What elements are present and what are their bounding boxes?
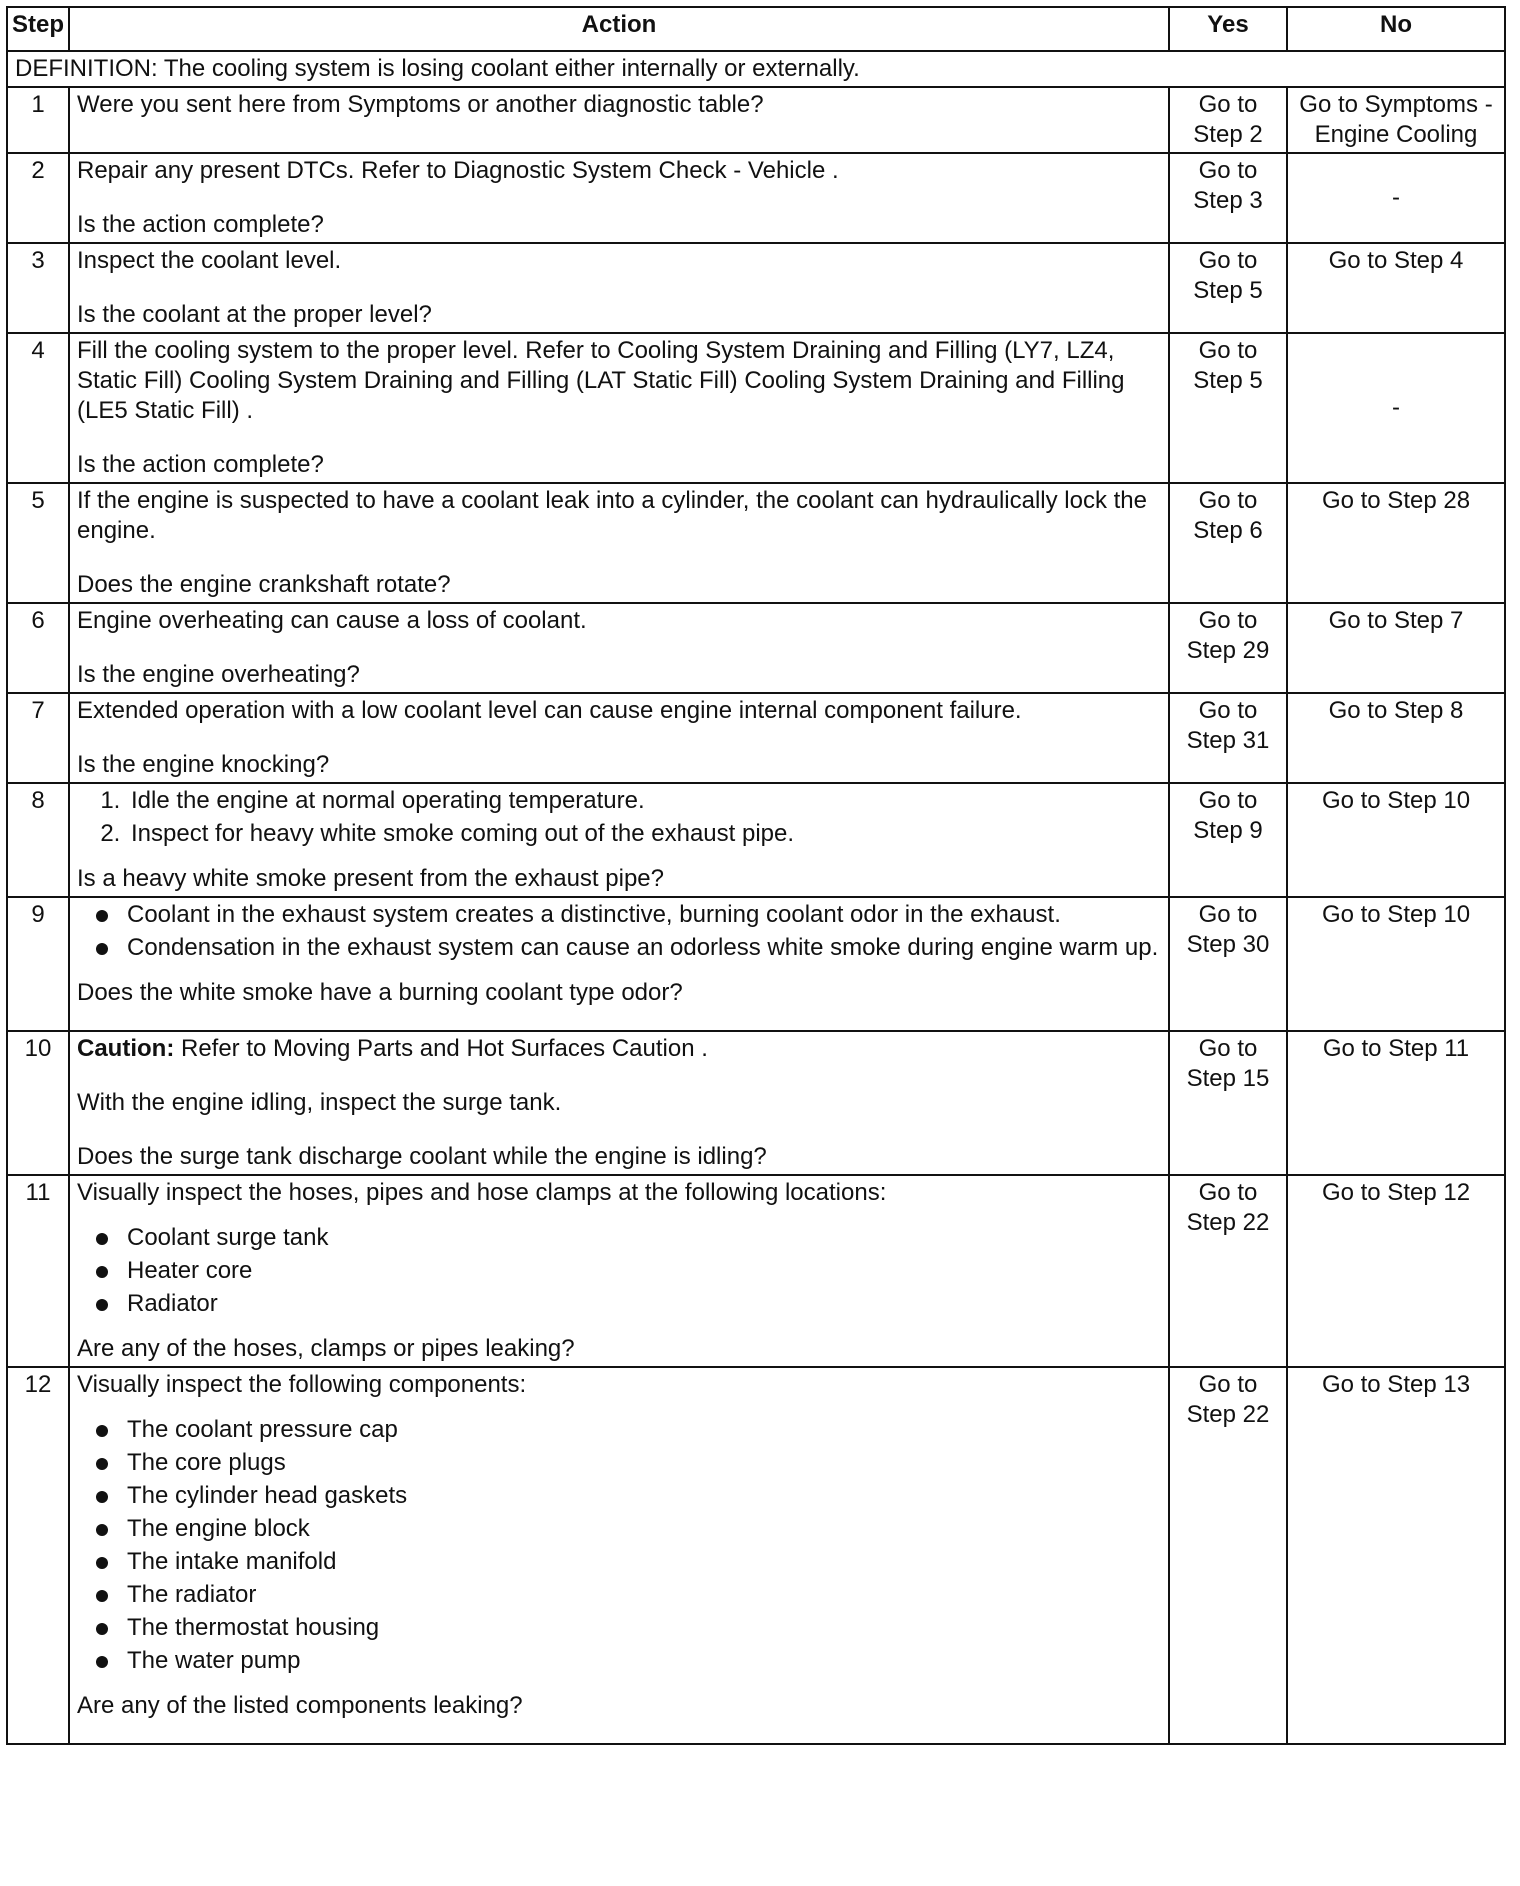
question-text: Does the engine crankshaft rotate? xyxy=(77,571,451,598)
yes-cell: Go to Step 31 xyxy=(1169,693,1287,783)
list-item: Coolant surge tank xyxy=(127,1223,1161,1253)
table-row xyxy=(7,153,1505,243)
table-row xyxy=(7,87,1505,153)
no-cell: Go to Step 10 xyxy=(1287,897,1505,1031)
action-text: With the engine idling, inspect the surge tank. xyxy=(77,1089,562,1116)
list-item: 1. Idle the engine at normal operating temperature. xyxy=(127,786,1161,816)
step-number: 10 xyxy=(7,1031,69,1175)
question-text: Is the coolant at the proper level? xyxy=(77,301,432,328)
yes-cell: Go to Step 30 xyxy=(1169,897,1287,1031)
step-number: 4 xyxy=(7,333,69,483)
action-cell xyxy=(69,1367,1169,1744)
yes-cell: Go to Step 29 xyxy=(1169,603,1287,693)
no-cell: Go to Step 4 xyxy=(1287,243,1505,333)
table-row xyxy=(7,243,1505,333)
question-text: Are any of the hoses, clamps or pipes leaking? xyxy=(77,1335,575,1362)
question-text: Is the engine knocking? xyxy=(77,751,330,778)
action-cell xyxy=(69,693,1169,783)
step-number: 7 xyxy=(7,693,69,783)
list-item: The engine block xyxy=(127,1514,1161,1544)
step-number: 6 xyxy=(7,603,69,693)
list-item: The coolant pressure cap xyxy=(127,1415,1161,1445)
yes-cell: Go to Step 9 xyxy=(1169,783,1287,897)
question-text: Does the white smoke have a burning coolant type odor? xyxy=(77,979,683,1006)
action-text: Inspect the coolant level. xyxy=(77,247,342,274)
step-number: 1 xyxy=(7,87,69,153)
yes-cell: Go to Step 15 xyxy=(1169,1031,1287,1175)
list-item: Radiator xyxy=(127,1289,1161,1319)
question-text: Is the action complete? xyxy=(77,451,324,478)
no-cell: Go to Step 13 xyxy=(1287,1367,1505,1744)
list-item: Coolant in the exhaust system creates a distinctive, burning coolant odor in the exhaust. xyxy=(127,900,1161,930)
action-text: Extended operation with a low coolant level can cause engine internal component failure. xyxy=(77,697,1022,724)
action-cell xyxy=(69,1031,1169,1175)
step-number: 2 xyxy=(7,153,69,243)
table-row xyxy=(7,1031,1505,1175)
diagnostic-table xyxy=(6,6,1506,1745)
step-number: 5 xyxy=(7,483,69,603)
list-item: 2. Inspect for heavy white smoke coming out of the exhaust pipe. xyxy=(127,819,1161,849)
numbered-list xyxy=(77,786,1161,849)
list-item: Heater core xyxy=(127,1256,1161,1286)
no-cell: Go to Step 11 xyxy=(1287,1031,1505,1175)
action-text: Fill the cooling system to the proper level. Refer to Cooling System Draining and Filling (LY7, LZ4, Static Fill) Cooling System Draining and Filling (LAT Static Fill) Cooling System Draining and Filling (LE5 Static Fill) . xyxy=(77,337,1125,424)
list-item: The core plugs xyxy=(127,1448,1161,1478)
action-cell xyxy=(69,87,1169,153)
bullet-list xyxy=(77,1415,1161,1676)
table-row xyxy=(7,333,1505,483)
action-cell xyxy=(69,783,1169,897)
yes-cell: Go to Step 6 xyxy=(1169,483,1287,603)
action-text: Engine overheating can cause a loss of coolant. xyxy=(77,607,587,634)
action-cell xyxy=(69,243,1169,333)
table-row xyxy=(7,483,1505,603)
action-cell xyxy=(69,1175,1169,1367)
no-cell: Go to Symptoms - Engine Cooling xyxy=(1287,87,1505,153)
header-action: Action xyxy=(69,7,1169,51)
yes-cell: Go to Step 3 xyxy=(1169,153,1287,243)
header-yes: Yes xyxy=(1169,7,1287,51)
table-row xyxy=(7,897,1505,1031)
no-cell: Go to Step 10 xyxy=(1287,783,1505,897)
list-item: The intake manifold xyxy=(127,1547,1161,1577)
step-number: 11 xyxy=(7,1175,69,1367)
question-text: Are any of the listed components leaking? xyxy=(77,1692,523,1719)
yes-cell: Go to Step 22 xyxy=(1169,1175,1287,1367)
caution-label: Caution: xyxy=(77,1035,175,1062)
no-cell: Go to Step 12 xyxy=(1287,1175,1505,1367)
yes-cell: Go to Step 5 xyxy=(1169,243,1287,333)
action-text: Visually inspect the following components: xyxy=(77,1371,527,1398)
no-cell: Go to Step 7 xyxy=(1287,603,1505,693)
question-text: Were you sent here from Symptoms or another diagnostic table? xyxy=(77,91,764,118)
table-row xyxy=(7,693,1505,783)
question-text: Is the action complete? xyxy=(77,211,324,238)
table-row xyxy=(7,1367,1505,1744)
no-cell: Go to Step 8 xyxy=(1287,693,1505,783)
table-row xyxy=(7,1175,1505,1367)
table-row xyxy=(7,603,1505,693)
no-cell: Go to Step 28 xyxy=(1287,483,1505,603)
no-cell: - xyxy=(1287,333,1505,483)
no-cell: - xyxy=(1287,153,1505,243)
action-text: Visually inspect the hoses, pipes and hose clamps at the following locations: xyxy=(77,1179,887,1206)
list-item: The thermostat housing xyxy=(127,1613,1161,1643)
question-text: Is a heavy white smoke present from the exhaust pipe? xyxy=(77,865,664,892)
bullet-list xyxy=(77,1223,1161,1319)
action-cell xyxy=(69,897,1169,1031)
step-number: 9 xyxy=(7,897,69,1031)
step-number: 3 xyxy=(7,243,69,333)
caution-text: Refer to Moving Parts and Hot Surfaces Caution . xyxy=(174,1035,708,1062)
action-text: Repair any present DTCs. Refer to Diagnostic System Check - Vehicle . xyxy=(77,157,839,184)
question-text: Is the engine overheating? xyxy=(77,661,360,688)
definition-row xyxy=(7,51,1505,87)
yes-cell: Go to Step 5 xyxy=(1169,333,1287,483)
diagnostic-table-container xyxy=(6,6,1504,1745)
header-row xyxy=(7,7,1505,51)
bullet-list xyxy=(77,900,1161,963)
action-cell xyxy=(69,333,1169,483)
header-no: No xyxy=(1287,7,1505,51)
caution-note xyxy=(77,1034,1161,1064)
list-item: The water pump xyxy=(127,1646,1161,1676)
yes-cell: Go to Step 2 xyxy=(1169,87,1287,153)
list-item: The radiator xyxy=(127,1580,1161,1610)
definition-text: DEFINITION: The cooling system is losing coolant either internally or externally. xyxy=(7,51,1505,87)
step-number: 8 xyxy=(7,783,69,897)
action-cell xyxy=(69,603,1169,693)
header-step: Step xyxy=(7,7,69,51)
table-row xyxy=(7,783,1505,897)
action-text: If the engine is suspected to have a coolant leak into a cylinder, the coolant can hydraulically lock the engine. xyxy=(77,487,1147,544)
list-item: The cylinder head gaskets xyxy=(127,1481,1161,1511)
step-number: 12 xyxy=(7,1367,69,1744)
action-cell xyxy=(69,483,1169,603)
action-cell xyxy=(69,153,1169,243)
list-item: Condensation in the exhaust system can cause an odorless white smoke during engine warm up. xyxy=(127,933,1161,963)
yes-cell: Go to Step 22 xyxy=(1169,1367,1287,1744)
question-text: Does the surge tank discharge coolant while the engine is idling? xyxy=(77,1143,767,1170)
